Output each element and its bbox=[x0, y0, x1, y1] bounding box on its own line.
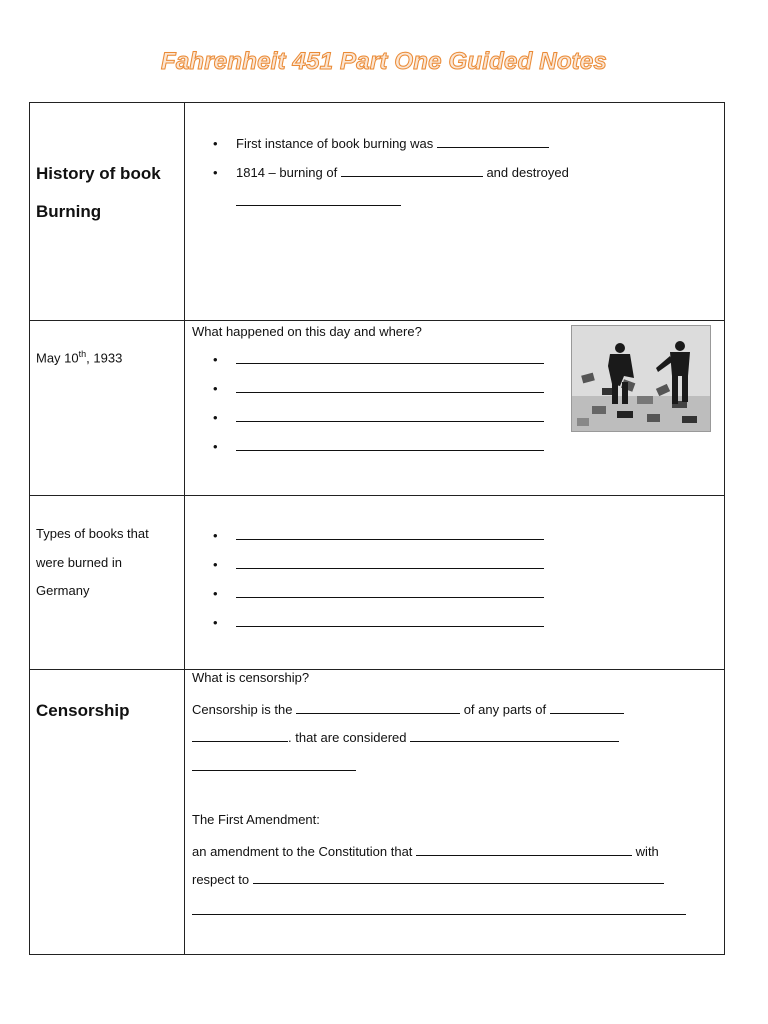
table-row-may-1933 bbox=[30, 321, 725, 496]
list-item: • bbox=[213, 521, 544, 550]
history-label-line1: History of book bbox=[36, 164, 161, 183]
book-burning-photo-icon bbox=[571, 325, 711, 432]
list-item: • First instance of book burning was bbox=[213, 129, 569, 158]
fill-in-blank[interactable] bbox=[410, 727, 619, 742]
types-label-line1: Types of books that bbox=[36, 526, 149, 541]
fill-in-blank[interactable] bbox=[236, 583, 544, 598]
list-item: • 1814 – burning of and destroyed bbox=[213, 158, 569, 187]
amendment-line3 bbox=[192, 900, 686, 918]
fill-in-blank[interactable] bbox=[437, 133, 549, 148]
list-item: • bbox=[213, 374, 544, 403]
history-label-line2: Burning bbox=[36, 202, 102, 221]
censorship-label: Censorship bbox=[36, 701, 130, 720]
table-row-types bbox=[30, 496, 725, 670]
fill-in-blank[interactable] bbox=[236, 407, 544, 422]
censorship-line3 bbox=[192, 756, 356, 774]
fill-in-blank[interactable] bbox=[236, 525, 544, 540]
table-row-censorship bbox=[30, 670, 725, 955]
types-notes-cell bbox=[185, 496, 725, 670]
may-label-cell bbox=[30, 321, 185, 496]
history-bullet2-post: and destroyed bbox=[486, 165, 569, 180]
fill-in-blank[interactable] bbox=[236, 436, 544, 451]
history-bullet1-text: First instance of book burning was bbox=[236, 136, 434, 151]
fill-in-blank[interactable] bbox=[192, 900, 686, 915]
fill-in-blank[interactable] bbox=[296, 699, 460, 714]
guided-notes-table bbox=[29, 102, 725, 955]
may-question: What happened on this day and where? bbox=[192, 324, 422, 339]
fill-in-blank[interactable] bbox=[236, 554, 544, 569]
history-label bbox=[36, 155, 161, 231]
fill-in-blank[interactable] bbox=[192, 756, 356, 771]
list-item: • bbox=[213, 345, 544, 374]
fill-in-blank[interactable] bbox=[341, 162, 483, 177]
history-bullet-list bbox=[213, 129, 569, 216]
may-label: May 10th, 1933 bbox=[36, 349, 123, 366]
may-bullet-list bbox=[213, 345, 544, 461]
list-item: • bbox=[213, 403, 544, 432]
fill-in-blank[interactable] bbox=[192, 727, 288, 742]
types-label-cell bbox=[30, 496, 185, 670]
types-label-line3: Germany bbox=[36, 583, 90, 598]
list-item: • bbox=[213, 579, 544, 608]
fill-in-blank[interactable] bbox=[236, 349, 544, 364]
amendment-line1: an amendment to the Constitution that with bbox=[192, 841, 659, 859]
history-notes-cell bbox=[185, 103, 725, 321]
page-title: Fahrenheit 451 Part One Guided Notes bbox=[161, 48, 607, 75]
fill-in-blank[interactable] bbox=[253, 869, 664, 884]
fill-in-blank[interactable] bbox=[236, 378, 544, 393]
history-label-cell bbox=[30, 103, 185, 321]
fill-in-blank[interactable] bbox=[236, 191, 401, 206]
list-item: • bbox=[213, 550, 544, 579]
list-item: • bbox=[213, 432, 544, 461]
censorship-notes-cell bbox=[185, 670, 725, 955]
may-notes-cell bbox=[185, 321, 725, 496]
censorship-question: What is censorship? bbox=[192, 670, 310, 685]
types-label-line2: were burned in bbox=[36, 554, 122, 570]
censorship-line1: Censorship is the of any parts of bbox=[192, 699, 624, 717]
amendment-line2: respect to bbox=[192, 869, 664, 887]
history-bullet2-pre: 1814 – burning of bbox=[236, 165, 338, 180]
table-row-history bbox=[30, 103, 725, 321]
types-bullet-list bbox=[213, 521, 544, 637]
first-amendment-title: The First Amendment: bbox=[192, 812, 320, 827]
list-item bbox=[213, 187, 569, 216]
list-item: • bbox=[213, 608, 544, 637]
fill-in-blank[interactable] bbox=[550, 699, 624, 714]
types-label bbox=[36, 520, 149, 606]
fill-in-blank[interactable] bbox=[416, 841, 632, 856]
fill-in-blank[interactable] bbox=[236, 612, 544, 627]
censorship-line2: . that are considered bbox=[192, 727, 619, 745]
censorship-label-cell bbox=[30, 670, 185, 955]
